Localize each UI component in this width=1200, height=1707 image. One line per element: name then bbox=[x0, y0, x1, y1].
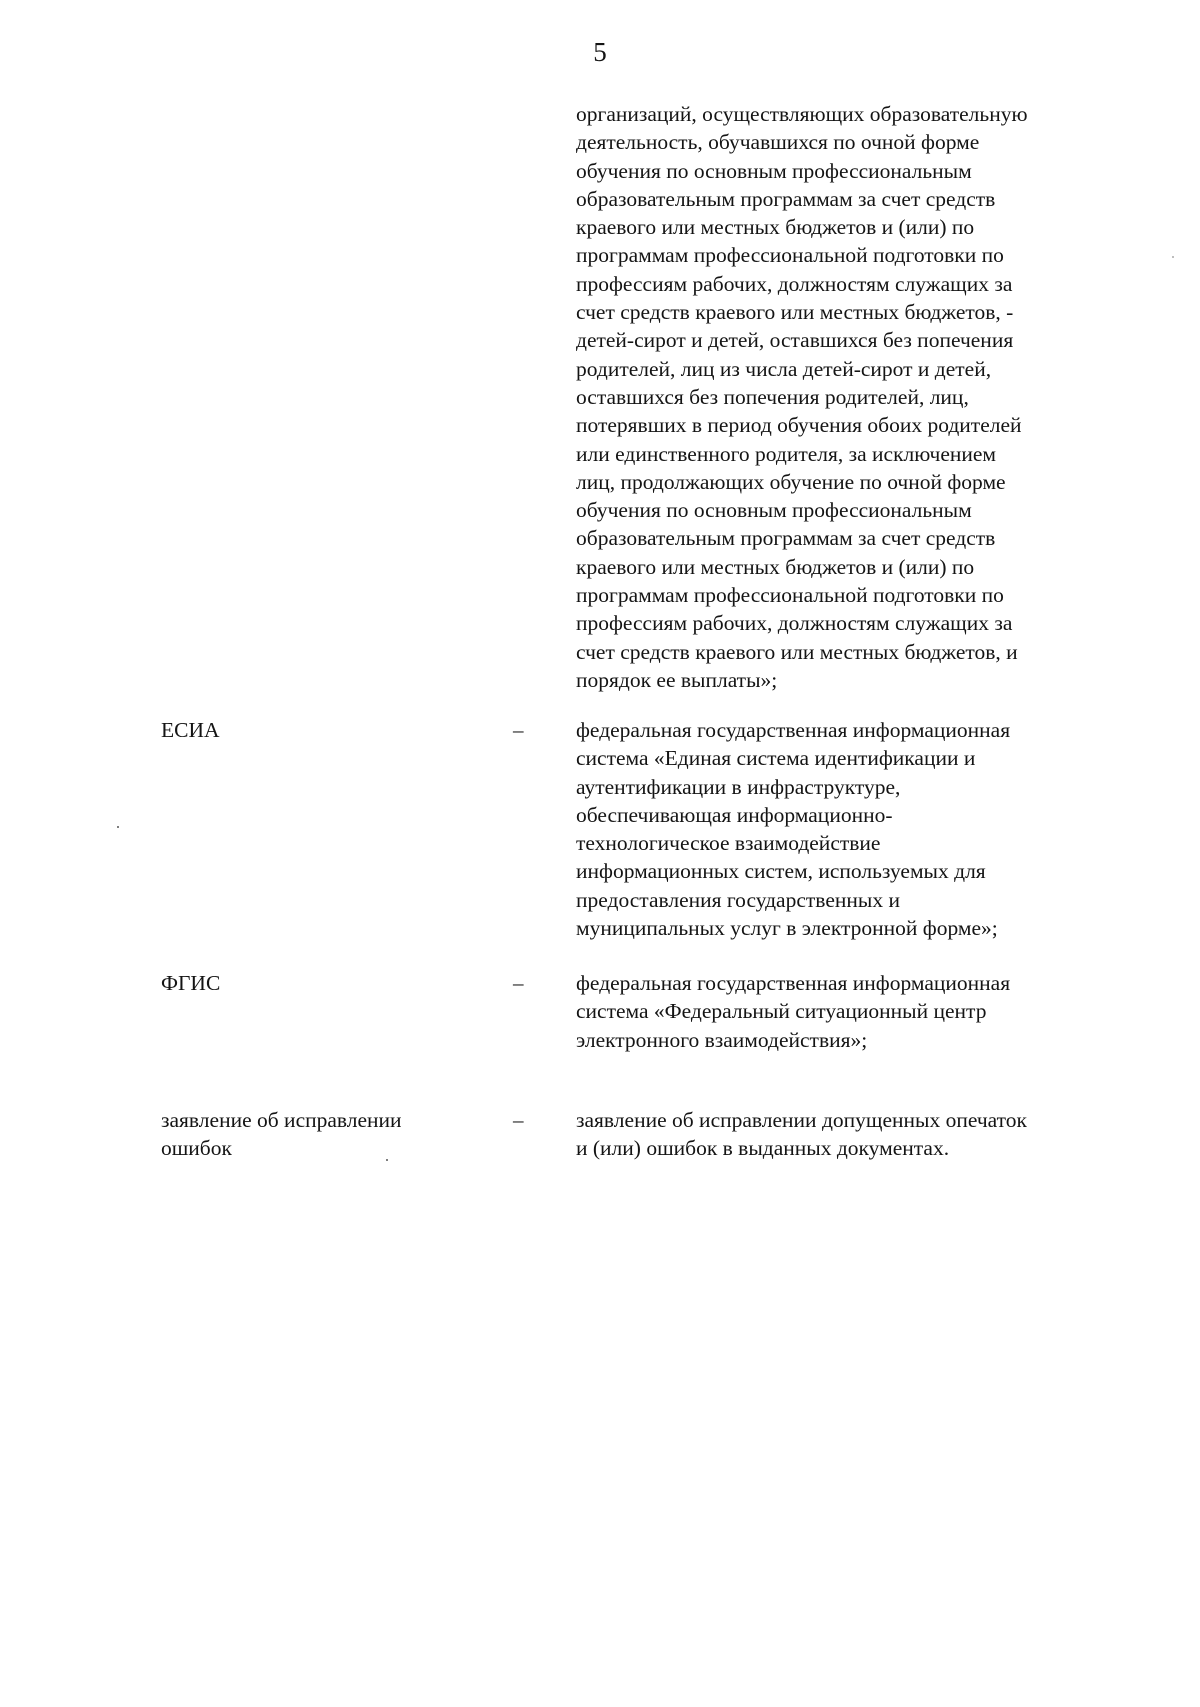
scan-speck bbox=[117, 826, 119, 828]
text-line: образовательным программам за счет средств bbox=[576, 526, 996, 551]
term-line: ошибок bbox=[161, 1136, 232, 1161]
term-line: ФГИС bbox=[161, 971, 221, 995]
text-line: аутентификации в инфраструктуре, bbox=[576, 774, 901, 799]
text-line: краевого или местных бюджетов и (или) по bbox=[576, 215, 975, 240]
text-line: система «Федеральный ситуационный центр bbox=[576, 999, 987, 1024]
text-line: программам профессиональной подготовки по bbox=[576, 243, 1004, 268]
definition-dash: – bbox=[513, 1108, 524, 1132]
text-line: профессиям рабочих, должностям служащих за bbox=[576, 271, 1013, 296]
continued-definition-text bbox=[576, 100, 1136, 694]
text-line: программам профессиональной подготовки по bbox=[576, 583, 1004, 608]
text-line: федеральная государственная информационная bbox=[576, 718, 1011, 742]
text-line: деятельность, обучавшихся по очной форме bbox=[576, 130, 980, 155]
text-line: обучения по основным профессиональным bbox=[576, 498, 972, 523]
definition-text bbox=[576, 1106, 1136, 1163]
text-line: информационных систем, используемых для bbox=[576, 859, 986, 884]
text-line: технологическое взаимодействие bbox=[576, 831, 881, 856]
text-line: обеспечивающая информационно- bbox=[576, 802, 893, 827]
text-line: лиц, продолжающих обучение по очной форме bbox=[576, 469, 1006, 494]
text-line: или единственного родителя, за исключением bbox=[576, 441, 997, 466]
text-line: краевого или местных бюджетов и (или) по bbox=[576, 554, 975, 579]
text-line: муниципальных услуг в электронной форме»; bbox=[576, 916, 998, 941]
text-line: образовательным программам за счет средств bbox=[576, 186, 996, 211]
definition-dash: – bbox=[513, 718, 524, 742]
text-line: федеральная государственная информационная bbox=[576, 971, 1011, 995]
definition-term bbox=[161, 1106, 461, 1163]
text-line: организаций, осуществляющих образовательную bbox=[576, 102, 1028, 126]
text-line: обучения по основным профессиональным bbox=[576, 158, 972, 183]
text-line: детей-сирот и детей, оставшихся без попечения bbox=[576, 328, 1014, 353]
text-line: родителей, лиц из числа детей-сирот и детей, bbox=[576, 356, 992, 381]
text-line: счет средств краевого или местных бюджетов, - bbox=[576, 300, 1014, 325]
text-line: потерявших в период обучения обоих родителей bbox=[576, 413, 1022, 438]
scan-speck bbox=[386, 1159, 388, 1161]
definition-text bbox=[576, 716, 1136, 942]
definition-dash: – bbox=[513, 971, 524, 995]
text-line: предоставления государственных и bbox=[576, 887, 900, 912]
definition-term bbox=[161, 716, 461, 744]
text-line: порядок ее выплаты»; bbox=[576, 667, 778, 692]
text-line: профессиям рабочих, должностям служащих за bbox=[576, 611, 1013, 636]
text-line: система «Единая система идентификации и bbox=[576, 746, 976, 771]
term-line: ЕСИА bbox=[161, 718, 220, 742]
text-line: заявление об исправлении допущенных опечаток bbox=[576, 1108, 1027, 1132]
definition-text bbox=[576, 969, 1136, 1054]
text-line: счет средств краевого или местных бюджетов, и bbox=[576, 639, 1018, 664]
term-line: заявление об исправлении bbox=[161, 1108, 402, 1132]
definition-term bbox=[161, 969, 461, 997]
text-line: и (или) ошибок в выданных документах. bbox=[576, 1136, 950, 1161]
page-number: 5 bbox=[593, 37, 607, 67]
text-line: электронного взаимодействия»; bbox=[576, 1027, 868, 1052]
text-line: оставшихся без попечения родителей, лиц, bbox=[576, 384, 969, 409]
scan-speck bbox=[1172, 256, 1174, 258]
